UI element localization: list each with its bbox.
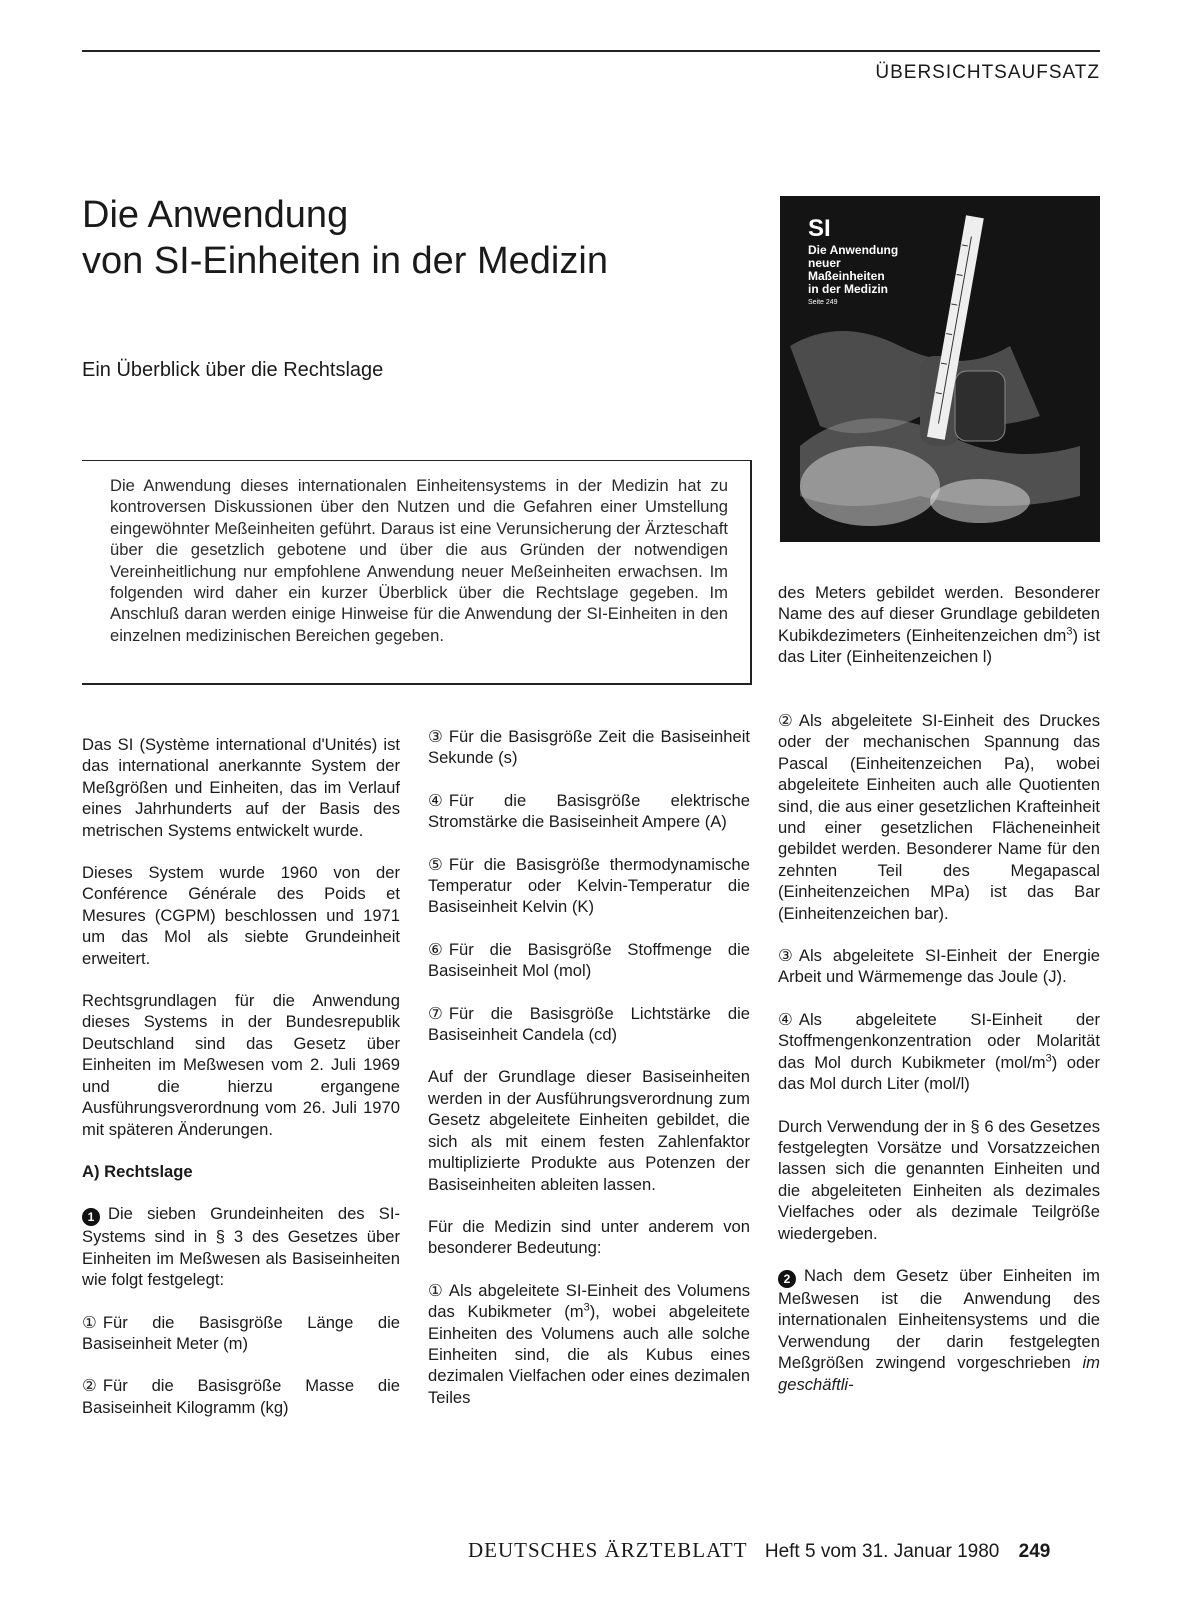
paragraph: Durch Verwendung der in § 6 des Gesetzes festgelegten Vorsätze und Vorsatzzeichen lassen sich die genannten Einheiten und die abgeleiteten Einheiten als dezimales Vielfaches oder als dezimale Teilgröße wiedergeben. xyxy=(778,1116,1100,1243)
paragraph xyxy=(82,1203,400,1290)
abstract-text: Die Anwendung dieses internationalen Einheitensystems in der Medizin hat zu kontroversen Diskussionen über den Nutzen und die Gefahren einer Umstellung eingewöhnter Meßeinheiten geführt. Daraus ist eine Verunsicherung der Ärzteschaft über die gesetzlich gebotene und über die aus Gründen der notwendigen Vereinheitlichung nur empfohlene Anwendung neuer Meßeinheiten erwachsen. Im folgenden wird daher ein kurzer Überblick über die Rechtslage gegeben. Im Anschluß daran werden einige Hinweise für die Anwendung der SI-Einheiten in den einzelnen medizinischen Bereichen gegeben. xyxy=(110,476,728,645)
list-text: Als abgeleitete SI-Einheit des Druckes oder der mechanischen Spannung das Pascal (Einheitenzeichen Pa), wobei abgeleitete Einheiten auch alle Quotienten sind, die aus einer gesetzlichen Krafteinheit und einer gesetzlichen Flächeneinheit gebildet werden. Besonderer Name für den zehnten Teil des Megapascal (Einheitenzeichen MPa) ist das Bar (Einheitenzeichen bar). xyxy=(778,711,1100,923)
list-text: Für die Basisgröße Stoffmenge die Basiseinheit Mol (mol) xyxy=(428,939,750,981)
paragraph-text: ) ist das Liter (Einheitenzeichen l) xyxy=(778,625,1100,667)
list-number: ④ xyxy=(428,790,443,810)
superscript: 3 xyxy=(1066,625,1073,638)
article-title xyxy=(82,192,608,284)
paragraph: Für die Medizin sind unter anderem von besonderer Bedeutung: xyxy=(428,1216,750,1258)
issue-info: Heft 5 vom 31. Januar 1980 xyxy=(764,1541,1000,1562)
paragraph: Das SI (Système international d'Unités) ist das international anerkannte System der Meßgrößen und Einheiten, das im Verlauf eines Jahrhunderts auf der Basis des metrischen Systems entwickelt wurde. xyxy=(82,735,400,840)
article-subtitle: Ein Überblick über die Rechtslage xyxy=(82,359,384,381)
list-text: Als abgeleitete SI-Einheit der Energie Arbeit und Wärmemenge das Joule (J). xyxy=(778,946,1100,987)
page-footer xyxy=(468,1538,1050,1563)
paragraph-text: Die sieben Grundeinheiten des SI-Systems sind in § 3 des Gesetzes über Einheiten im Meßwesen als Basiseinheiten wie folgt festgelegt: xyxy=(82,1204,400,1290)
cover-big-text: SI xyxy=(808,215,831,242)
numbered-bullet: 1 xyxy=(82,1208,100,1226)
cover-line-3: Maßeinheiten xyxy=(808,269,885,283)
journal-name: DEUTSCHES ÄRZTEBLATT xyxy=(468,1538,748,1562)
section-label: ÜBERSICHTSAUFSATZ xyxy=(875,62,1100,83)
list-number: ⑤ xyxy=(428,854,443,874)
paragraph xyxy=(778,582,1100,668)
list-item xyxy=(82,1312,400,1355)
list-text: Für die Basisgröße Länge die Basiseinheit Meter (m) xyxy=(82,1312,400,1353)
list-number: ⑦ xyxy=(428,1003,443,1023)
list-item xyxy=(778,945,1100,988)
paragraph: Auf der Grundlage dieser Basiseinheiten werden in der Ausführungsverordnung zum Gesetz abgeleitete Einheiten gebildet, die sich als mit einem festen Zahlenfaktor multiplizierte Produkte aus Potenzen der Basiseinheiten ableiten lassen. xyxy=(428,1067,750,1194)
cover-illustration xyxy=(780,196,1100,542)
cover-image xyxy=(780,196,1100,542)
list-number: ③ xyxy=(778,946,793,966)
list-text: Als abgeleitete SI-Einheit des Volumens das Kubikmeter (m xyxy=(428,1280,750,1322)
list-text: Für die Basisgröße Zeit die Basiseinheit Sekunde (s) xyxy=(428,727,750,768)
abstract-box xyxy=(82,460,752,685)
superscript: 3 xyxy=(583,1301,590,1314)
list-number: ⑥ xyxy=(428,939,443,959)
list-text: ), wobei abgeleitete Einheiten des Volumens auch alle solche Einheiten sind, die als Kubus eines dezimalen Vielfachen oder eines dezimalen Teiles xyxy=(428,1302,750,1407)
paragraph: Dieses System wurde 1960 von der Conférence Générale des Poids et Mesures (CGPM) beschlossen und 1971 um das Mol als siebte Grundeinheit erweitert. xyxy=(82,863,400,968)
list-text: ) oder das Mol durch Liter (mol/l) xyxy=(778,1052,1100,1094)
list-number: ④ xyxy=(778,1009,793,1029)
cover-line-5: Seite 249 xyxy=(808,299,838,306)
list-number: ① xyxy=(82,1312,97,1332)
column-left xyxy=(82,734,400,1439)
list-item xyxy=(428,1280,750,1408)
list-item xyxy=(428,1003,750,1046)
paragraph-text: Nach dem Gesetz über Einheiten im Meßwesen ist die Anwendung des internationalen Einheitensystems und die Verwendung der darin festgelegten Meßgrößen zwingend vorgeschrieben xyxy=(778,1265,1100,1373)
paragraph: Rechtsgrundlagen für die Anwendung dieses Systems in der Bundesrepublik Deutschland sind das Gesetz über Einheiten im Meßwesen vom 2. Juli 1969 und die hierzu ergangene Ausführungsverordnung vom 26. Juli 1970 mit späteren Änderungen. xyxy=(82,991,400,1139)
section-heading: A) Rechtslage xyxy=(82,1161,193,1181)
list-item xyxy=(778,710,1100,924)
cover-line-4: in der Medizin xyxy=(808,282,889,296)
list-number: ③ xyxy=(428,727,443,746)
list-item xyxy=(428,726,750,769)
column-middle xyxy=(428,726,750,1429)
emphasis-text: im geschäftli- xyxy=(778,1353,1100,1394)
cover-line-2: neuer xyxy=(808,256,841,270)
list-text: Als abgeleitete SI-Einheit der Stoffmengenkonzentration oder Molarität das Mol durch Kubikmeter (mol/m xyxy=(778,1009,1100,1072)
list-item xyxy=(82,1375,400,1418)
superscript: 3 xyxy=(1045,1052,1052,1065)
list-number: ① xyxy=(428,1280,443,1300)
list-text: Für die Basisgröße thermodynamische Temperatur oder Kelvin-Temperatur die Basiseinheit Kelvin (K) xyxy=(428,854,750,917)
list-number: ② xyxy=(778,711,793,730)
list-text: Für die Basisgröße Lichtstärke die Basiseinheit Candela (cd) xyxy=(428,1003,750,1045)
list-text: Für die Basisgröße elektrische Stromstärke die Basiseinheit Ampere (A) xyxy=(428,790,750,832)
title-line-2: von SI-Einheiten in der Medizin xyxy=(82,240,608,282)
list-text: Für die Basisgröße Masse die Basiseinheit Kilogramm (kg) xyxy=(82,1376,400,1417)
column-right-top xyxy=(778,582,1100,689)
list-item xyxy=(778,1009,1100,1095)
top-rule xyxy=(82,50,1100,52)
page-number: 249 xyxy=(1018,1541,1051,1562)
title-line-1: Die Anwendung xyxy=(82,194,349,236)
column-right xyxy=(778,710,1100,1416)
list-item xyxy=(428,854,750,918)
list-item xyxy=(428,939,750,982)
paragraph-text: des Meters gebildet werden. Besonderer Name des auf dieser Grundlage gebildeten Kubikdezimeters (Einheitenzeichen dm xyxy=(778,583,1100,645)
list-number: ② xyxy=(82,1376,97,1396)
list-item xyxy=(428,790,750,833)
numbered-bullet: 2 xyxy=(778,1270,796,1288)
cover-line-1: Die Anwendung xyxy=(808,243,899,257)
paragraph xyxy=(778,1265,1100,1395)
